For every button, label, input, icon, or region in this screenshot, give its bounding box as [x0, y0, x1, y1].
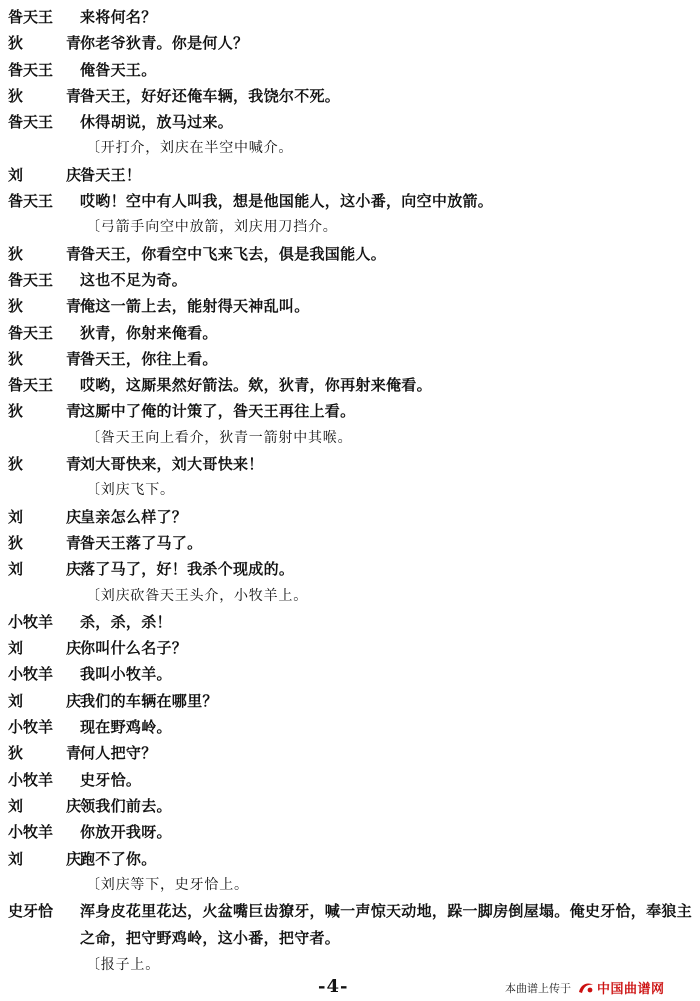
dialogue-text: 昝天王落了马了。: [80, 533, 203, 552]
speaker-name: 狄 青: [8, 455, 96, 474]
dialogue-text: 昝天王，你看空中飞来飞去，俱是我国能人。: [80, 244, 387, 263]
dialogue-line: [8, 320, 692, 346]
dialogue-line: [8, 57, 692, 83]
dialogue-text: 这厮中了俺的计策了，昝天王再往上看。: [80, 402, 356, 421]
dialogue-line: [8, 767, 692, 793]
speaker-name: 狄 青: [8, 297, 96, 316]
speaker-name: 昝天王: [8, 8, 54, 26]
stage-direction-text: 〔刘庆等下，史牙恰上。: [86, 876, 249, 893]
dialogue-text: 落了马了，好！我杀个现成的。: [80, 560, 295, 579]
dialogue-text: 跑不了你。: [80, 849, 157, 868]
stage-direction: [8, 425, 692, 451]
stage-direction-text: 〔刘庆砍昝天王头介，小牧羊上。: [86, 587, 308, 604]
speaker-name: 昝天王: [8, 323, 54, 342]
speaker-name: 昝天王: [8, 270, 54, 289]
script-text: [8, 4, 692, 978]
stage-direction: [8, 477, 692, 503]
dialogue-line: [8, 846, 692, 872]
speaker-name: 刘 庆: [8, 691, 96, 710]
page-number: -4-: [318, 976, 349, 997]
dialogue-line: [8, 609, 692, 635]
dialogue-text: 我叫小牧羊。: [80, 665, 172, 684]
dialogue-text: 现在野鸡岭。: [80, 718, 172, 737]
dialogue-text: 哎哟！空中有人叫我，想是他国能人，这小番，向空中放箭。: [80, 192, 494, 211]
dialogue-text: 我们的车辆在哪里？: [80, 691, 218, 710]
dialogue-text: 你放开我呀。: [80, 823, 172, 842]
dialogue-line: [8, 714, 692, 740]
speaker-name: 小牧羊: [8, 823, 54, 842]
speaker-name: 昝天王: [8, 376, 54, 395]
dialogue-line: [8, 30, 692, 56]
site-logo-text: 中国曲谱网: [597, 982, 665, 997]
speaker-name: 昝天王: [8, 113, 54, 132]
speaker-name: 小牧羊: [8, 718, 54, 737]
speaker-name: 刘 庆: [8, 560, 96, 579]
dialogue-text: 刘大哥快来，刘大哥快来！: [80, 455, 264, 474]
page-footer: [0, 974, 700, 1000]
dialogue-text: 领我们前去。: [80, 796, 172, 815]
dialogue-text: 杀，杀，杀！: [80, 612, 172, 631]
dialogue-line: [8, 504, 692, 530]
dialogue-text: 浑身皮花里花达，火盆嘴巨齿獠牙，喊一声惊天动地，跺一脚房倒屋塌。俺史牙恰，奉狼主之命，把守野鸡岭，这小番，把守者。: [80, 902, 693, 948]
speaker-name: 刘 庆: [8, 639, 96, 658]
dialogue-line: [8, 346, 692, 372]
dialogue-line: [8, 109, 692, 135]
dialogue-text: 俺昝天王。: [80, 60, 157, 79]
upload-credit[interactable]: [505, 978, 665, 997]
dialogue-line: [8, 819, 692, 845]
speaker-name: 狄 青: [8, 402, 96, 421]
speaker-name: 狄 青: [8, 244, 96, 263]
speaker-name: 昝天王: [8, 60, 54, 79]
stage-direction-text: 〔刘庆飞下。: [86, 482, 175, 499]
dialogue-text: 皇亲怎么样了？: [80, 507, 188, 526]
stage-direction: [8, 583, 692, 609]
stage-direction-text: 〔开打介，刘庆在半空中喊介。: [86, 140, 294, 157]
dialogue-text: 你叫什么名子？: [80, 639, 188, 658]
dialogue-text: 哎哟，这厮果然好箭法。欸，狄青，你再射来俺看。: [80, 376, 432, 395]
stage-direction-text: 〔报子上。: [86, 957, 160, 974]
dialogue-text: 来将何名？: [80, 8, 157, 26]
dialogue-text: 狄青，你射来俺看。: [80, 323, 218, 342]
dialogue-line: [8, 293, 692, 319]
dialogue-line: [8, 740, 692, 766]
dialogue-line: [8, 241, 692, 267]
dialogue-line: [8, 451, 692, 477]
dialogue-line: [8, 530, 692, 556]
dialogue-text: 这也不足为奇。: [80, 270, 188, 289]
stage-direction-text: 〔昝天王向上看介，狄青一箭射中其喉。: [86, 429, 353, 446]
dialogue-text: 昝天王！: [80, 165, 142, 184]
upload-credit-text: 本曲谱上传于: [505, 981, 571, 995]
speaker-name: 狄 青: [8, 533, 96, 552]
dialogue-text: 休得胡说，放马过来。: [80, 113, 234, 132]
speaker-name: 小牧羊: [8, 665, 54, 684]
music-logo-icon: [577, 981, 595, 995]
stage-direction: [8, 214, 692, 240]
dialogue-line: [8, 688, 692, 714]
speaker-name: 刘 庆: [8, 507, 96, 526]
stage-direction-text: 〔弓箭手向空中放箭，刘庆用刀挡介。: [86, 219, 338, 236]
speaker-name: 史牙恰: [8, 902, 54, 921]
dialogue-line: [8, 4, 692, 30]
dialogue-line: [8, 267, 692, 293]
dialogue-text: 何人把守？: [80, 744, 157, 763]
dialogue-text: 昝天王，你往上看。: [80, 349, 218, 368]
speaker-name: 狄 青: [8, 34, 96, 53]
stage-direction: [8, 872, 692, 898]
speaker-name: 狄 青: [8, 86, 96, 105]
speaker-name: 刘 庆: [8, 165, 96, 184]
speaker-name: 刘 庆: [8, 796, 96, 815]
dialogue-line: [8, 661, 692, 687]
speaker-name: 小牧羊: [8, 770, 54, 789]
speaker-name: 狄 青: [8, 349, 96, 368]
speaker-name: 小牧羊: [8, 612, 54, 631]
dialogue-line: [8, 162, 692, 188]
dialogue-text: 史牙恰。: [80, 770, 142, 789]
dialogue-line: [8, 372, 692, 398]
speaker-name: 狄 青: [8, 744, 96, 763]
speaker-name: 刘 庆: [8, 849, 96, 868]
dialogue-text: 昝天王，好好还俺车辆，我饶尔不死。: [80, 86, 341, 105]
dialogue-line: [8, 188, 692, 214]
dialogue-text: 你老爷狄青。你是何人？: [80, 34, 249, 53]
dialogue-text: 俺这一箭上去，能射得天神乱叫。: [80, 297, 310, 316]
speaker-name: 昝天王: [8, 192, 54, 211]
dialogue-line: [8, 556, 692, 582]
stage-direction: [8, 135, 692, 161]
dialogue-line: [8, 83, 692, 109]
dialogue-line: [8, 793, 692, 819]
dialogue-line: [8, 898, 692, 952]
dialogue-line: [8, 398, 692, 424]
dialogue-line: [8, 635, 692, 661]
